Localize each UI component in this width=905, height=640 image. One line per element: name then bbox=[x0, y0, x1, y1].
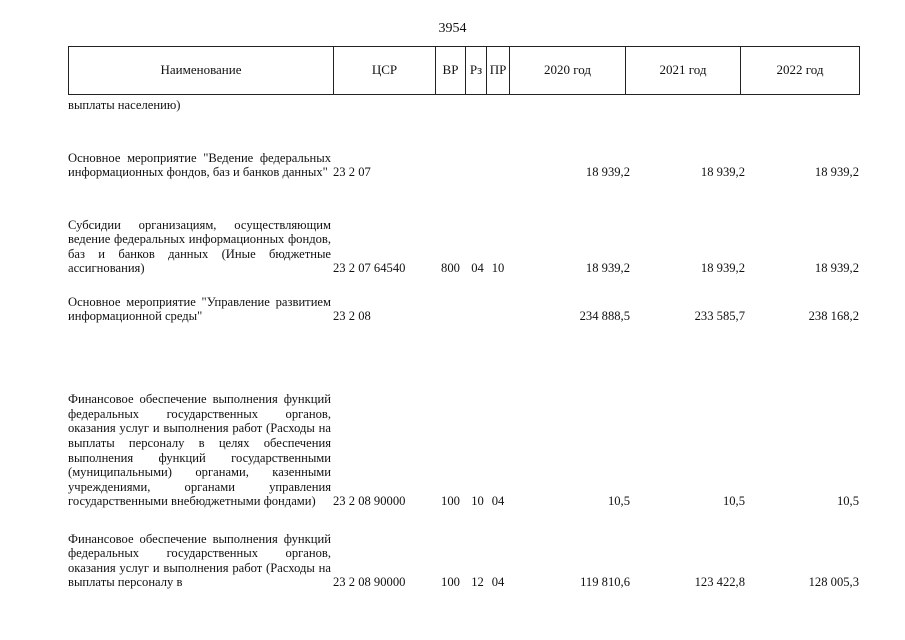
row-name: Основное мероприятие "Управление развитием информационной среды" bbox=[68, 294, 331, 324]
row-csr: 23 2 07 bbox=[333, 165, 371, 180]
row-2021: 123 422,8 bbox=[694, 575, 745, 590]
table-row bbox=[68, 134, 859, 180]
row-vr: 100 bbox=[441, 494, 460, 509]
row-pr: 04 bbox=[491, 575, 505, 590]
table-row bbox=[68, 294, 859, 324]
row-csr: 23 2 08 bbox=[333, 309, 371, 324]
row-csr: 23 2 08 90000 bbox=[333, 494, 406, 509]
row-2020: 18 939,2 bbox=[585, 261, 630, 276]
row-2022: 238 168,2 bbox=[808, 309, 859, 324]
header-vr: ВР bbox=[436, 47, 466, 95]
row-2021: 233 585,7 bbox=[694, 309, 745, 324]
row-2020: 119 810,6 bbox=[580, 575, 630, 590]
row-2021: 18 939,2 bbox=[700, 261, 745, 276]
row-2020: 18 939,2 bbox=[585, 165, 630, 180]
header-csr: ЦСР bbox=[334, 47, 436, 95]
row-2022: 10,5 bbox=[836, 494, 859, 509]
table-header bbox=[68, 46, 860, 95]
row-rz: 12 bbox=[471, 575, 484, 590]
header-2021: 2021 год bbox=[626, 47, 741, 95]
row-pr: 04 bbox=[491, 494, 505, 509]
header-name: Наименование bbox=[69, 47, 334, 95]
row-2022: 18 939,2 bbox=[814, 165, 859, 180]
table-row bbox=[68, 93, 859, 113]
row-2020: 234 888,5 bbox=[579, 309, 630, 324]
row-pr: 10 bbox=[491, 261, 505, 276]
header-2022: 2022 год bbox=[741, 47, 860, 95]
row-2022: 128 005,3 bbox=[808, 575, 859, 590]
row-2021: 10,5 bbox=[722, 494, 745, 509]
row-2021: 18 939,2 bbox=[700, 165, 745, 180]
row-2022: 18 939,2 bbox=[814, 261, 859, 276]
table-row bbox=[68, 200, 859, 276]
row-name: Финансовое обеспечение выполнения функций федеральных государственных органов, оказания услуг и выполнения работ (Расходы на выплаты персоналу в bbox=[68, 531, 331, 590]
row-name: Субсидии организациям, осуществляющим ведение федеральных информационных фондов, баз и банков данных (Иные бюджетные ассигнования) bbox=[68, 217, 331, 276]
row-vr: 100 bbox=[441, 575, 460, 590]
table-body bbox=[68, 93, 859, 590]
row-name: Основное мероприятие "Ведение федеральных информационных фондов, баз и банков данных" bbox=[68, 150, 331, 180]
table-row bbox=[68, 529, 859, 590]
table-row bbox=[68, 344, 859, 509]
row-rz: 04 bbox=[471, 261, 484, 276]
header-rz: Рз bbox=[466, 47, 487, 95]
header-2020: 2020 год bbox=[510, 47, 626, 95]
row-name: Финансовое обеспечение выполнения функций федеральных государственных органов, оказания услуг и выполнения работ (Расходы на выплаты персоналу в целях обеспечения выполнения функций государственными (муниципальными) органами, казенными учреждениями, органами управления государственными внебюджетными фондами) bbox=[68, 392, 331, 509]
row-2020: 10,5 bbox=[607, 494, 630, 509]
row-csr: 23 2 07 64540 bbox=[333, 261, 406, 276]
row-name: выплаты населению) bbox=[68, 98, 181, 113]
row-csr: 23 2 08 90000 bbox=[333, 575, 406, 590]
row-vr: 800 bbox=[441, 261, 460, 276]
header-pr: ПР bbox=[487, 47, 510, 95]
row-rz: 10 bbox=[471, 494, 484, 509]
page-number: 3954 bbox=[438, 21, 467, 36]
